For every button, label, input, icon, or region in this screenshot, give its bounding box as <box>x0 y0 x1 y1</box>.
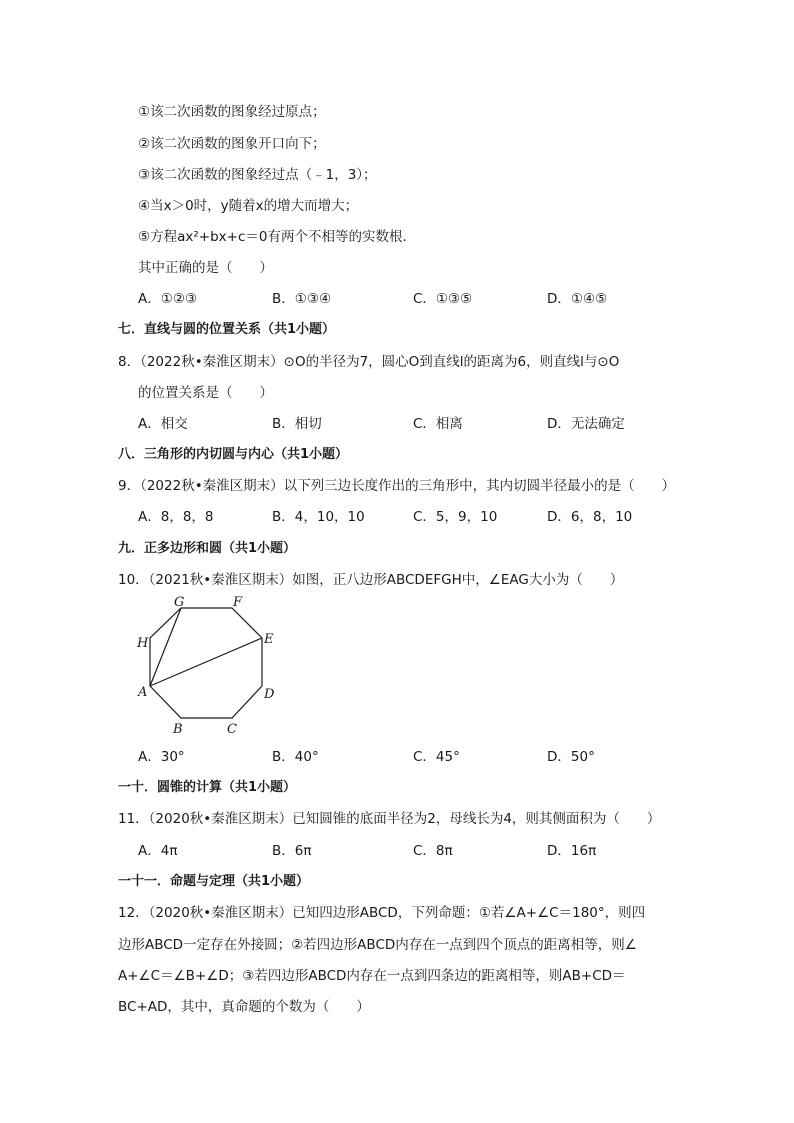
statement-4: ④当x＞0时，y随着x的增大而增大； <box>138 198 359 214</box>
q9-line-1: 9．（2022秋•秦淮区期末）以下列三边长度作出的三角形中，其内切圆半径最小的是（ ） <box>118 478 676 494</box>
q7-prompt: 其中正确的是（ ） <box>138 260 273 276</box>
q11-option-a: A．4π <box>138 843 178 859</box>
label-f: F <box>233 595 243 610</box>
q8-option-b: B．相切 <box>272 416 322 432</box>
q12-line-2: 边形ABCD一定存在外接圆；②若四边形ABCD内存在一点到四个顶点的距离相等，则∠ <box>118 937 637 953</box>
label-c: C <box>227 722 237 737</box>
q9-option-b: B．4，10，10 <box>272 509 365 525</box>
q7-option-d: D．①④⑤ <box>547 291 608 307</box>
q9-option-d: D．6，8，10 <box>547 509 633 525</box>
statement-5: ⑤方程ax²+bx+c＝0有两个不相等的实数根． <box>138 229 416 245</box>
section-heading-9: 九．正多边形和圆（共1小题） <box>118 541 297 556</box>
q10-option-a: A．30° <box>138 749 185 765</box>
q11-option-c: C．8π <box>413 843 453 859</box>
octagon-figure <box>130 592 290 742</box>
label-h: H <box>137 636 149 651</box>
q9-option-a: A．8，8，8 <box>138 509 214 525</box>
q11-option-d: D．16π <box>547 843 597 859</box>
statement-1: ①该二次函数的图象经过原点； <box>138 104 326 120</box>
q11-option-b: B．6π <box>272 843 312 859</box>
q7-option-b: B．①③④ <box>272 291 332 307</box>
q8-option-c: C．相离 <box>413 416 463 432</box>
section-heading-10: 一十．圆锥的计算（共1小题） <box>118 780 297 795</box>
label-e: E <box>264 632 274 647</box>
statement-3: ③该二次函数的图象经过点（﹣1，3）； <box>138 167 377 183</box>
label-d: D <box>264 687 275 702</box>
q9-option-c: C．5，9，10 <box>413 509 498 525</box>
q7-option-c: C．①③⑤ <box>413 291 473 307</box>
q10-option-b: B．40° <box>272 749 319 765</box>
label-b: B <box>173 722 183 737</box>
label-a: A <box>138 685 148 700</box>
q12-line-4: BC+AD，其中，真命题的个数为（ ） <box>118 999 370 1015</box>
q8-option-d: D．无法确定 <box>547 416 625 432</box>
section-heading-7: 七．直线与圆的位置关系（共1小题） <box>118 322 336 337</box>
q11-line-1: 11．（2020秋•秦淮区期末）已知圆锥的底面半径为2，母线长为4，则其侧面积为（ ） <box>118 811 661 827</box>
q12-line-1: 12．（2020秋•秦淮区期末）已知四边形ABCD，下列命题：①若∠A+∠C＝180°，则四 <box>118 905 646 921</box>
section-heading-11: 一十一．命题与定理（共1小题） <box>118 874 310 889</box>
q10-option-c: C．45° <box>413 749 460 765</box>
octagon-outline <box>150 608 262 718</box>
q10-option-d: D．50° <box>547 749 595 765</box>
q7-option-a: A．①②③ <box>138 291 198 307</box>
statement-2: ②该二次函数的图象开口向下； <box>138 136 326 152</box>
label-g: G <box>174 595 185 610</box>
q10-line-1: 10．（2021秋•秦淮区期末）如图，正八边形ABCDEFGH中，∠EAG大小为（ ） <box>118 572 624 588</box>
q12-line-3: A+∠C＝∠B+∠D；③若四边形ABCD内存在一点到四条边的距离相等，则AB+CD＝ <box>118 968 626 984</box>
q8-option-a: A．相交 <box>138 416 188 432</box>
q8-line-2: 的位置关系是（ ） <box>138 385 273 401</box>
section-heading-8: 八．三角形的内切圆与内心（共1小题） <box>118 447 349 462</box>
q8-line-1: 8．（2022秋•秦淮区期末）⊙O的半径为7，圆心O到直线l的距离为6，则直线l与⊙O <box>118 354 620 370</box>
